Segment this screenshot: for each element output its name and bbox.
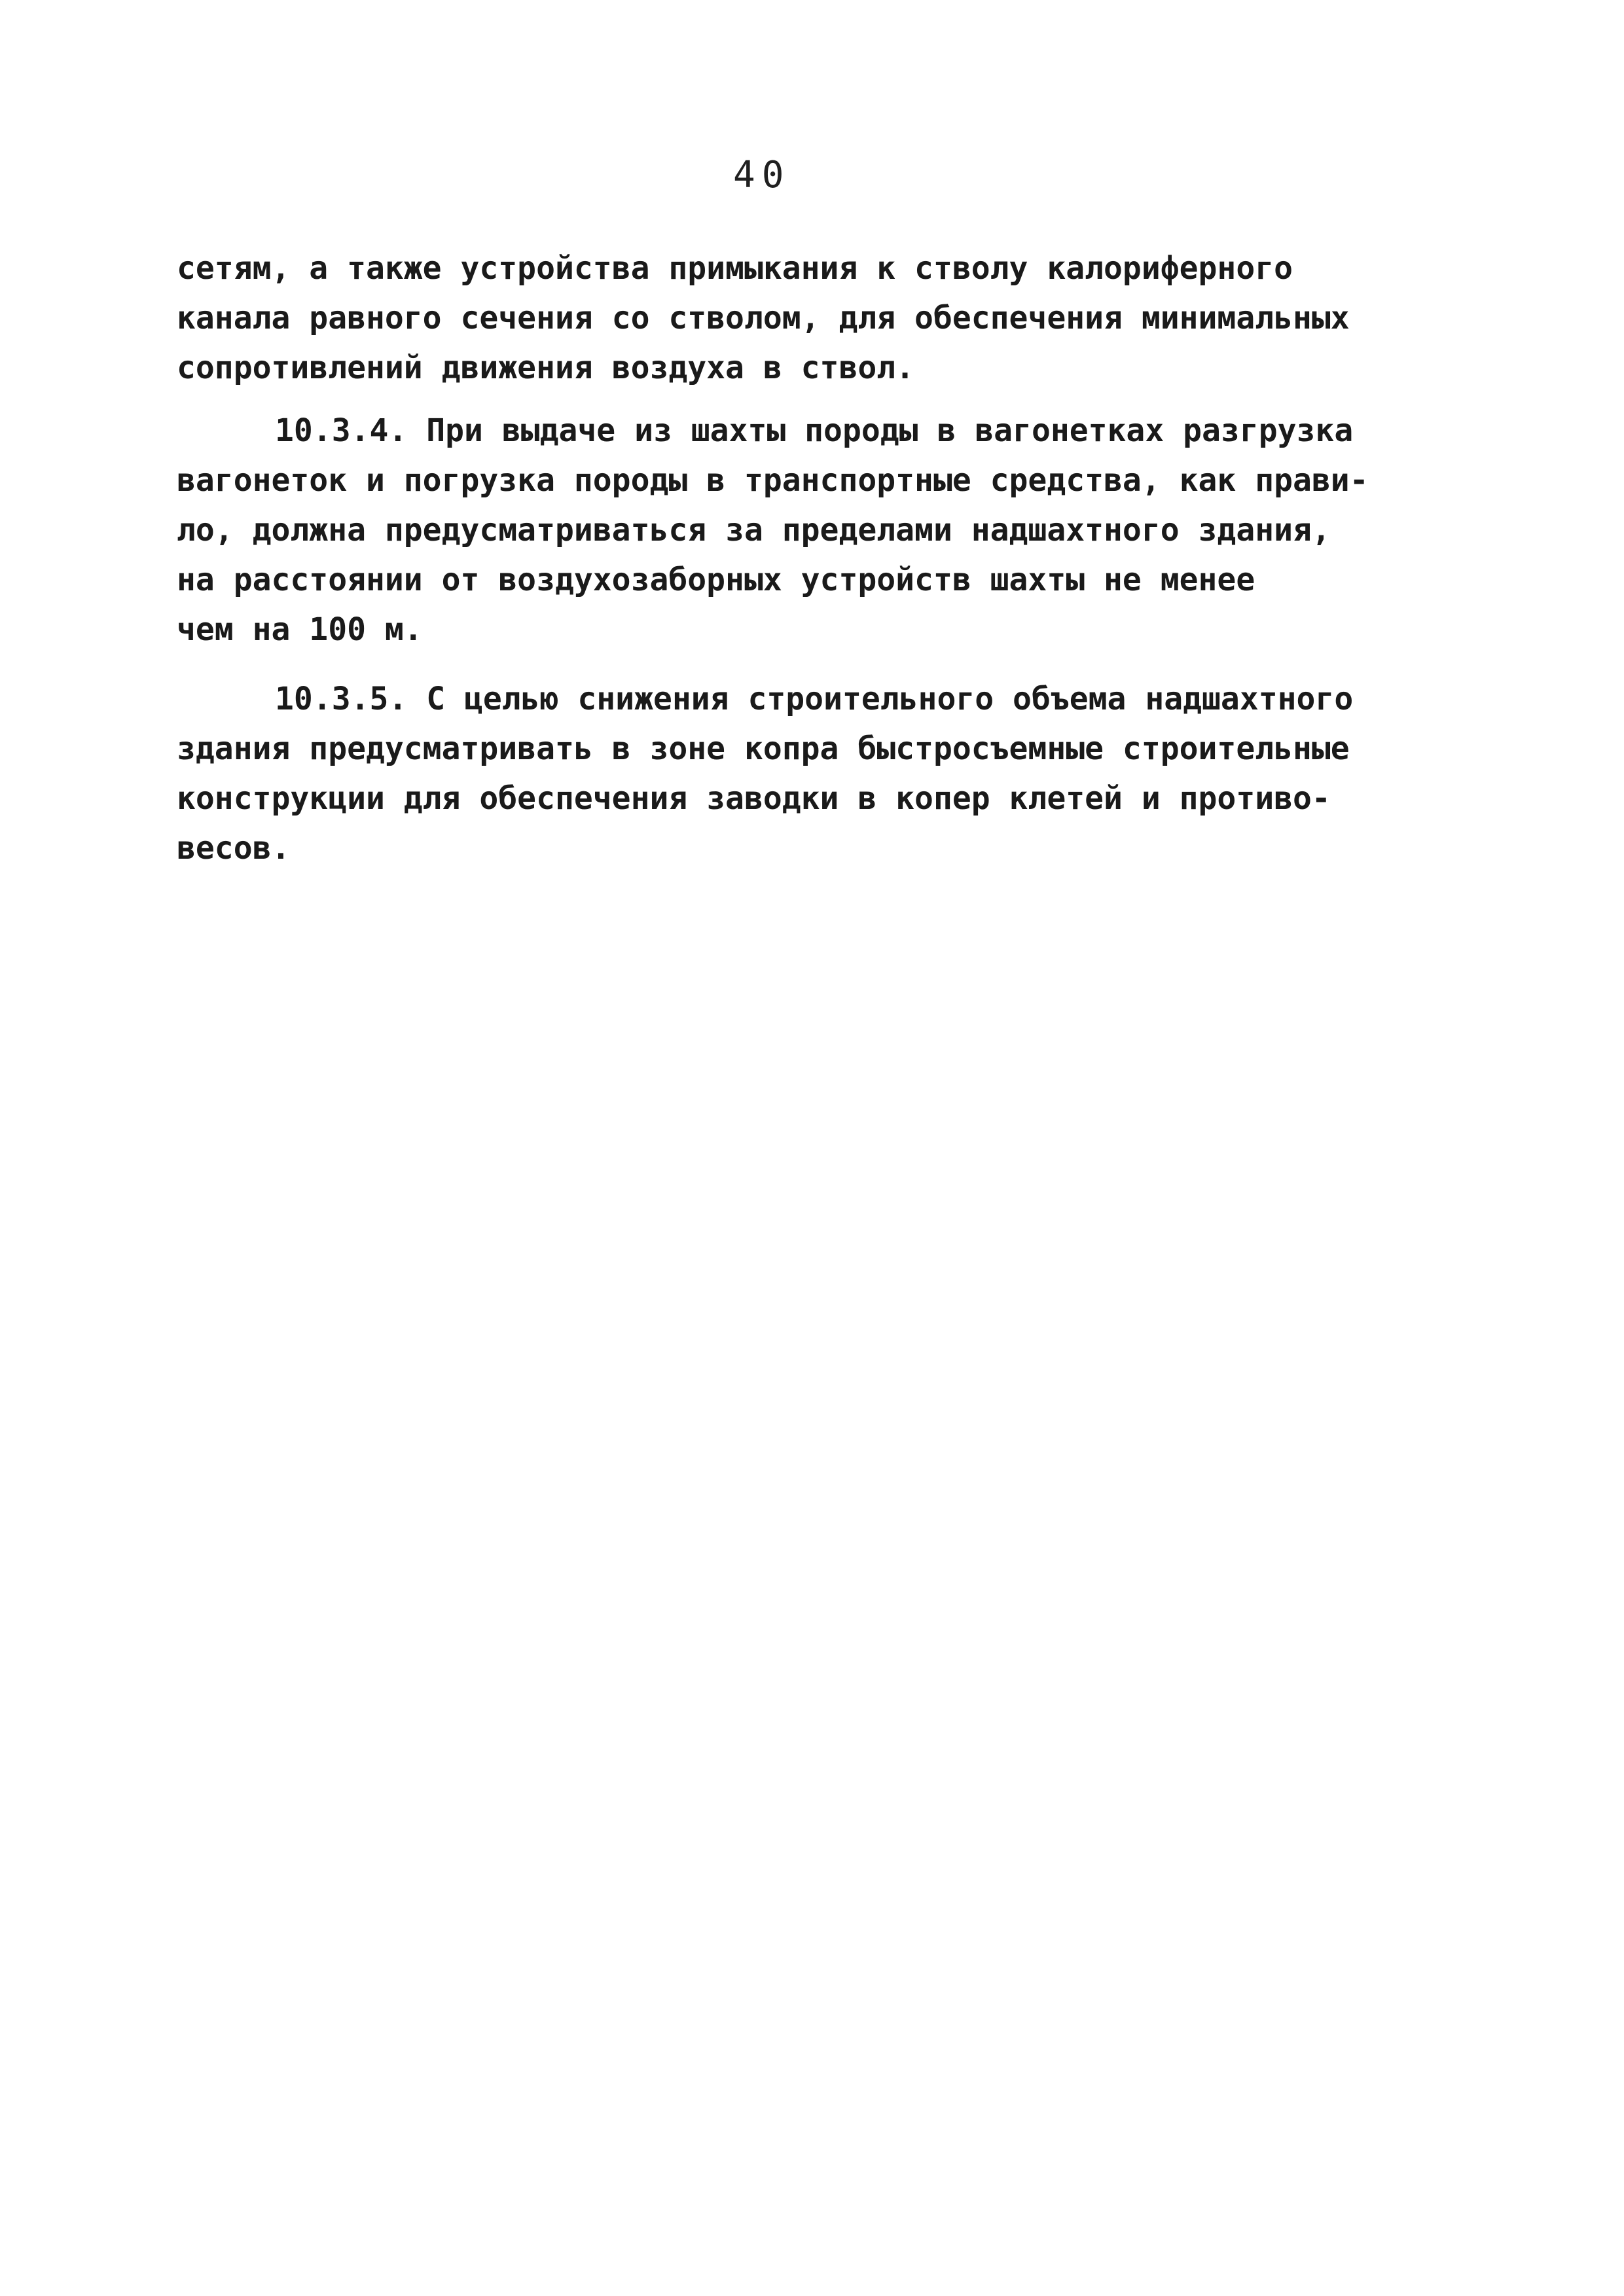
text-line: сетям, а также устройства примыкания к стволу калориферного <box>177 250 1293 287</box>
text-line: ло, должна предусматриваться за пределами надшахтного здания, <box>177 512 1331 548</box>
text-line: весов. <box>177 830 291 867</box>
text-line: вагонеток и погрузка породы в транспортные средства, как прави- <box>177 462 1369 499</box>
page-number: 40 <box>733 154 791 196</box>
text-line: здания предусматривать в зоне копра быстросъемные строительные <box>177 730 1350 767</box>
text-line: канала равного сечения со стволом, для обеспечения минимальных <box>177 300 1350 336</box>
text-line: 10.3.4. При выдаче из шахты породы в вагонетках разгрузка <box>275 412 1354 449</box>
text-line: конструкции для обеспечения заводки в копер клетей и противо- <box>177 780 1331 817</box>
text-line: сопротивлений движения воздуха в ствол. <box>177 350 915 386</box>
text-line: 10.3.5. С целью снижения строительного объема надшахтного <box>275 681 1354 717</box>
text-line: на расстоянии от воздухозаборных устройств шахты не менее <box>177 562 1255 598</box>
text-line: чем на 100 м. <box>177 611 423 648</box>
